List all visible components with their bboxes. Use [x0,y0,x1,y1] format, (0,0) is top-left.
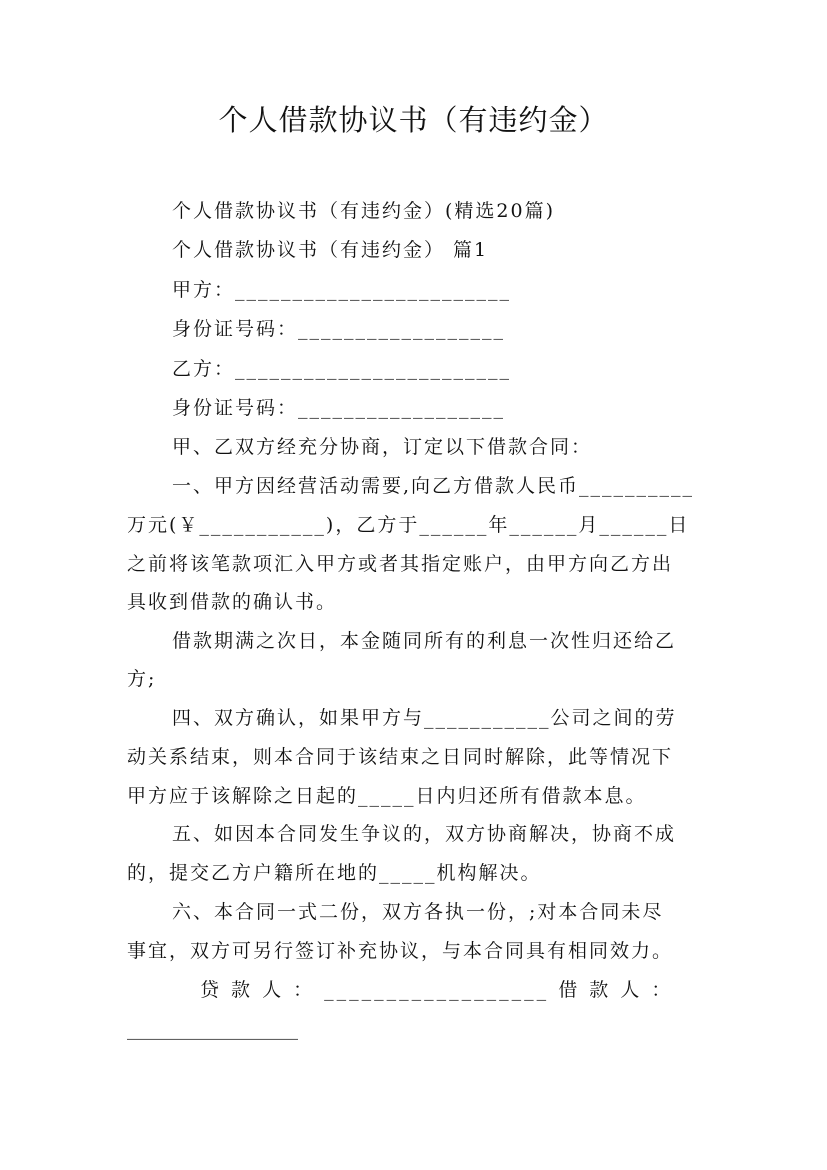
subtitle-line: 个人借款协议书（有违约金）(精选20篇) [172,200,556,222]
section-heading: 个人借款协议书（有违约金） 篇1 [172,239,489,261]
document-title: 个人借款协议书（有违约金） [218,103,609,137]
agreement-intro: 甲、乙双方经充分协商，订定以下借款合同： [172,436,593,458]
repayment-line-2: 方; [127,668,157,690]
signature-line: 贷 款 人 ： __________________ 借 款 人 ： [200,979,674,1001]
party-b-id-line: 身份证号码：__________________ [172,397,506,419]
repayment-line-1: 借款期满之次日，本金随同所有的利息一次性归还给乙 [172,630,677,652]
party-a-id-line: 身份证号码：__________________ [172,318,506,340]
clause-6-line-1: 六、本合同一式二份，双方各执一份，;对本合同未尽 [172,901,664,923]
clause-4-line-3: 甲方应于该解除之日起的_____日内归还所有借款本息。 [127,785,647,807]
clause-1-line-1: 一、甲方因经营活动需要,向乙方借款人民币__________ [172,475,695,497]
clause-1-line-4: 具收到借款的确认书。 [127,591,338,613]
clause-4-line-1: 四、双方确认，如果甲方与___________公司之间的劳 [172,707,677,729]
clause-1-line-3: 之前将该笔款项汇入甲方或者其指定账户，由甲方向乙方出 [127,553,674,575]
borrower-signature-blank: __________________ [127,1018,298,1040]
clause-5-line-1: 五、如因本合同发生争议的，双方协商解决，协商不成 [172,823,677,845]
clause-6-line-2: 事宜，双方可另行签订补充协议，与本合同具有相同效力。 [127,940,674,962]
clause-5-line-2: 的，提交乙方户籍所在地的_____机构解决。 [127,862,542,884]
party-a-line: 甲方：________________________ [172,279,512,301]
party-b-line: 乙方：________________________ [172,358,512,380]
clause-1-line-2: 万元(￥___________)，乙方于______年______月______日 [127,514,690,536]
clause-4-line-2: 动关系结束，则本合同于该结束之日同时解除，此等情况下 [127,746,674,768]
